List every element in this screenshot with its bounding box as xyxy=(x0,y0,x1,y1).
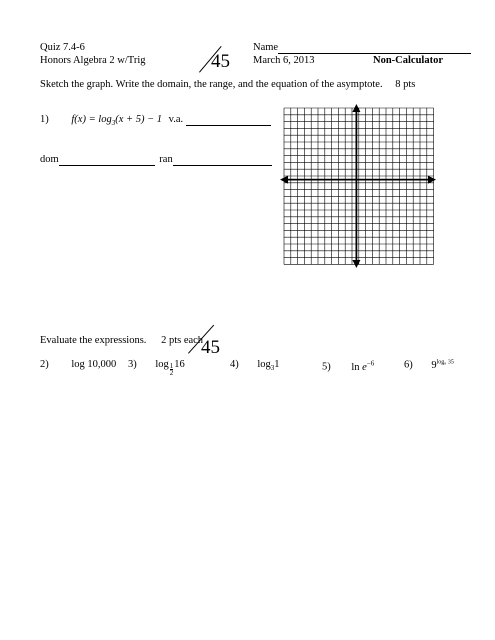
problem-5-prefix: ln xyxy=(351,361,360,373)
problem-3-prefix: log xyxy=(155,359,169,370)
problem-2 xyxy=(40,359,116,370)
problem-6-expr xyxy=(431,360,454,371)
coordinate-grid[interactable] xyxy=(279,104,437,268)
problem-5-expr xyxy=(351,359,375,373)
quiz-date: March 6, 2013 xyxy=(253,55,315,66)
domain-label: dom xyxy=(40,154,59,165)
problem-6 xyxy=(404,359,454,371)
function-base: 3 xyxy=(111,119,116,128)
problem-3 xyxy=(128,359,185,376)
problem-6-exponent: log₉ 35 xyxy=(436,359,454,365)
problem-4-prefix: log xyxy=(257,359,271,370)
score-total-2: 45 xyxy=(201,337,220,358)
graph-points: 8 pts xyxy=(395,79,416,90)
problem-3-base xyxy=(170,363,174,376)
score-total: 45 xyxy=(211,51,230,72)
domain-answer-line[interactable] xyxy=(59,154,155,166)
problem-1-number: 1) xyxy=(40,114,49,125)
problem-2-number: 2) xyxy=(40,359,49,370)
evaluate-instructions-text: Evaluate the expressions. xyxy=(40,335,147,346)
x-axis-right-arrow xyxy=(428,176,436,184)
graph-instructions xyxy=(40,79,415,90)
grid-lines xyxy=(284,108,434,264)
range-answer-line[interactable] xyxy=(173,154,272,166)
problem-5-base: e xyxy=(362,361,367,373)
y-axis-bottom-arrow xyxy=(352,260,360,268)
problem-3-arg: 16 xyxy=(174,359,185,370)
quiz-title: Quiz 7.4-6 xyxy=(40,42,85,53)
problem-4-arg: 1 xyxy=(274,359,280,370)
problem-6-prefix: 9 xyxy=(431,359,437,371)
problem-6-number: 6) xyxy=(404,359,413,371)
problem-3-expr xyxy=(155,359,185,377)
evaluate-points: 2 pts each xyxy=(161,335,204,346)
graph-instructions-text: Sketch the graph. Write the domain, the range, and the equation of the asymptote. xyxy=(40,79,383,90)
problem-4-base: 3 xyxy=(270,364,275,373)
problem-5-number: 5) xyxy=(322,361,331,373)
problem-2-expr: log 10,000 xyxy=(71,359,117,370)
va-answer-line[interactable] xyxy=(186,114,271,126)
course-name: Honors Algebra 2 w/Trig xyxy=(40,55,146,66)
function-lhs: f(x) = log xyxy=(71,114,112,125)
function-rhs: (x + 5) − 1 xyxy=(115,114,163,125)
problem-1 xyxy=(40,114,271,127)
problem-1-function xyxy=(71,114,163,128)
problem-5-exponent: −6 xyxy=(366,359,375,367)
name-field[interactable] xyxy=(253,42,471,54)
problem-4-expr xyxy=(257,359,280,373)
problem-3-number: 3) xyxy=(128,359,137,370)
problem-3-base-den: 2 xyxy=(169,369,174,377)
x-axis xyxy=(280,176,436,184)
evaluate-instructions xyxy=(40,335,203,346)
va-label: v.a. xyxy=(168,114,184,125)
problem-3-base-num: 1 xyxy=(169,362,174,370)
domain-range-line xyxy=(40,154,272,166)
name-line[interactable] xyxy=(278,42,471,54)
problem-5 xyxy=(322,359,374,373)
calculator-note: Non-Calculator xyxy=(373,55,443,66)
name-label: Name xyxy=(253,42,279,53)
problem-4 xyxy=(230,359,280,372)
range-label: ran xyxy=(159,154,173,165)
problem-4-number: 4) xyxy=(230,359,239,370)
